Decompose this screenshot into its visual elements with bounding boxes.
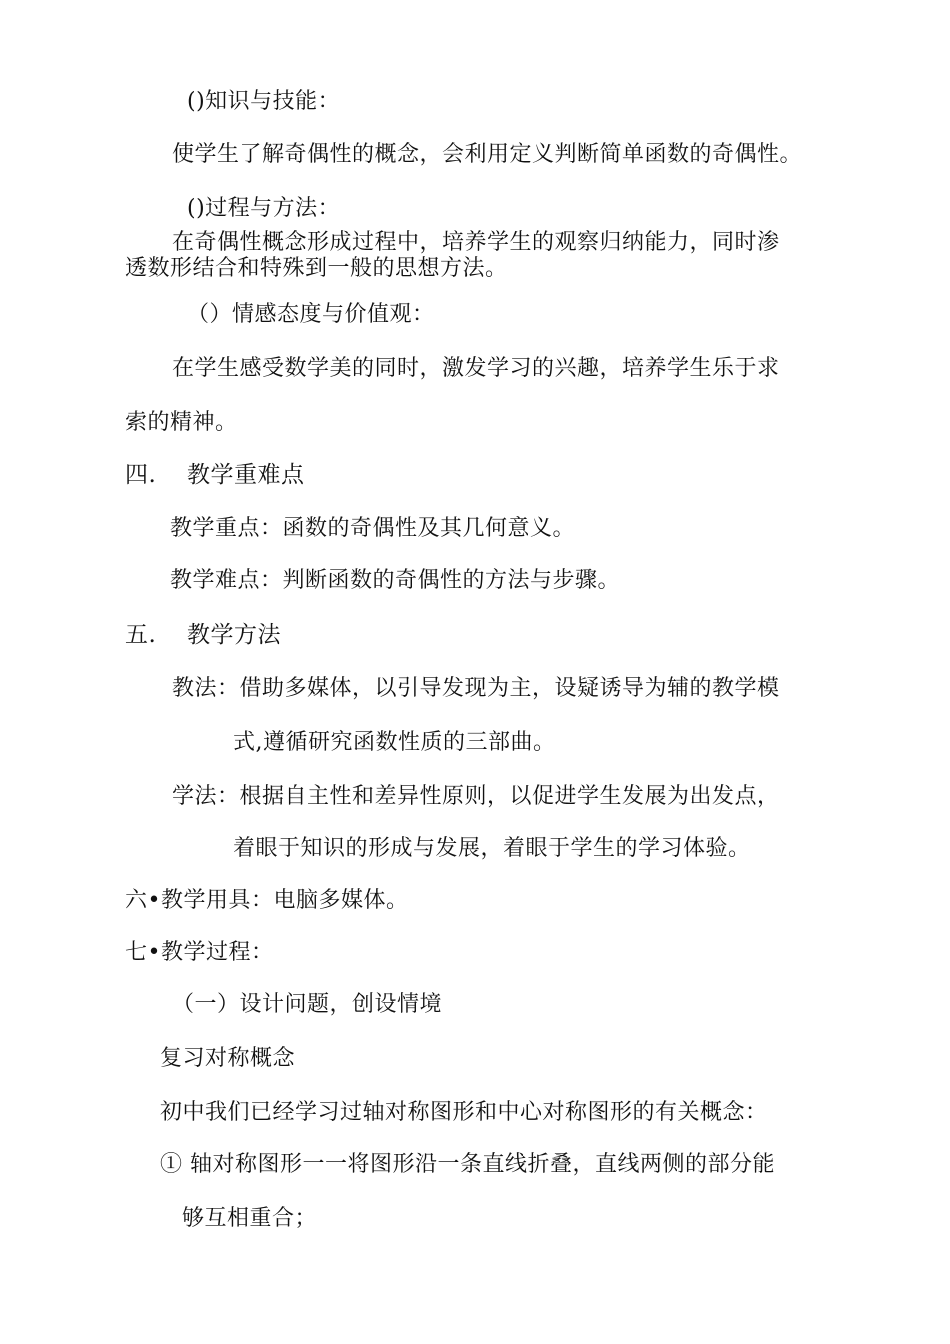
learning-method-line-1: 学法：根据自主性和差异性原则，以促进学生发展为出发点， [172,784,780,809]
item-1-line-2: 够互相重合； [182,1206,318,1231]
section-4-title: 教学重难点 [187,462,305,488]
knowledge-text: 使学生了解奇偶性的概念，会利用定义判断简单函数的奇偶性。 [172,142,803,167]
section-7-heading: 七•教学过程： [125,940,274,965]
emotion-heading: （）情感态度与价值观： [187,302,435,327]
process-text-line-2: 透数形结合和特殊到一般的思想方法。 [125,256,508,281]
teaching-method-line-1: 教法：借助多媒体，以引导发现为主，设疑诱导为辅的教学模 [172,676,780,701]
process-text-line-1: 在奇偶性概念形成过程中，培养学生的观察归纳能力，同时渗 [172,230,780,255]
intro-text: 初中我们已经学习过轴对称图形和中心对称图形的有关概念： [160,1100,768,1125]
review-heading: 复习对称概念 [160,1046,296,1071]
emotion-text-line-1: 在学生感受数学美的同时，激发学习的兴趣，培养学生乐于求 [172,356,780,381]
teaching-method-line-2: 式,遵循研究函数性质的三部曲。 [233,730,556,755]
difficult-point: 教学难点：判断函数的奇偶性的方法与步骤。 [170,568,621,593]
emotion-text-line-2: 索的精神。 [125,410,238,435]
section-5-number: 五. [125,622,157,648]
knowledge-heading: ()知识与技能： [187,89,341,114]
section-4-number: 四. [125,462,157,488]
learning-method-line-2: 着眼于知识的形成与发展，着眼于学生的学习体验。 [233,836,751,861]
section-6: 六•教学用具：电脑多媒体。 [125,888,409,913]
process-heading: ()过程与方法： [187,196,341,221]
key-point: 教学重点：函数的奇偶性及其几何意义。 [170,516,576,541]
item-1-line-1: ① 轴对称图形一一将图形沿一条直线折叠，直线两侧的部分能 [160,1152,775,1177]
section-5-title: 教学方法 [187,622,281,648]
step-1-heading: （一）设计问题，创设情境 [172,992,443,1017]
